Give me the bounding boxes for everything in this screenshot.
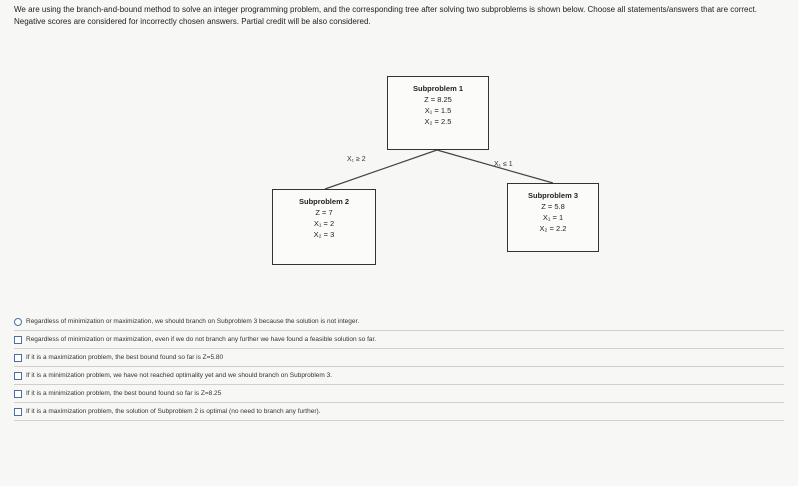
subproblem-3-x1: X₁ = 1	[542, 213, 564, 222]
subproblem-1-z: Z = 8.25	[424, 95, 452, 104]
left-branch-label: X₁ ≥ 2	[347, 156, 366, 163]
option-3-text: If it is a maximization problem, the best bound found so far is Z=5.80	[26, 354, 224, 361]
subproblem-1-x2: X₂ = 2.5	[424, 117, 452, 126]
question-text: We are using the branch-and-bound method to solve an integer programming problem, and the corresponding tree after solving two subproblems is shown below. Choose all statements/answers that are correct. Negative scores are considered for incorrectly chosen answers. Partial credit will be also considered.	[14, 5, 757, 26]
subproblem-2-x2: X₂ = 3	[313, 230, 335, 239]
option-6-text: If it is a maximization problem, the solution of Subproblem 2 is optimal (no need to branch any further).	[26, 408, 321, 415]
option-5[interactable]	[14, 385, 784, 403]
option-4[interactable]	[14, 367, 784, 385]
subproblem-2-z: Z = 7	[315, 208, 333, 217]
subproblem-3-node	[507, 183, 599, 252]
right-branch-label: X₁ ≤ 1	[494, 161, 513, 168]
option-5-text: If it is a minimization problem, the best bound found so far is Z=8.25	[26, 390, 222, 397]
option-5-checkbox[interactable]	[14, 390, 22, 398]
subproblem-3-x2: X₂ = 2.2	[539, 224, 567, 233]
option-1[interactable]	[14, 313, 784, 331]
subproblem-2-title: Subproblem 2	[298, 197, 349, 206]
option-4-checkbox[interactable]	[14, 372, 22, 380]
option-2[interactable]	[14, 331, 784, 349]
subproblem-3-z: Z = 5.8	[541, 202, 565, 211]
option-4-text: If it is a minimization problem, we have not reached optimality yet and we should branch on Subproblem 3.	[26, 372, 333, 379]
subproblem-1-x1: X₁ = 1.5	[424, 106, 452, 115]
edge-left	[325, 150, 437, 189]
subproblem-1-title: Subproblem 1	[412, 84, 463, 93]
subproblem-2-node	[272, 189, 376, 265]
option-3[interactable]	[14, 349, 784, 367]
option-2-checkbox[interactable]	[14, 336, 22, 344]
subproblem-1-node	[387, 76, 489, 150]
answer-options	[14, 313, 784, 421]
option-3-checkbox[interactable]	[14, 354, 22, 362]
option-1-text: Regardless of minimization or maximization, we should branch on Subproblem 3 because the solution is not integer.	[26, 318, 360, 325]
option-6-checkbox[interactable]	[14, 408, 22, 416]
subproblem-2-x1: X₁ = 2	[313, 219, 335, 228]
option-6[interactable]	[14, 403, 784, 421]
option-2-text: Regardless of minimization or maximization, even if we do not branch any further we have found a feasible solution so far.	[26, 336, 377, 343]
subproblem-3-title: Subproblem 3	[527, 191, 578, 200]
option-1-checkbox[interactable]	[14, 318, 22, 326]
